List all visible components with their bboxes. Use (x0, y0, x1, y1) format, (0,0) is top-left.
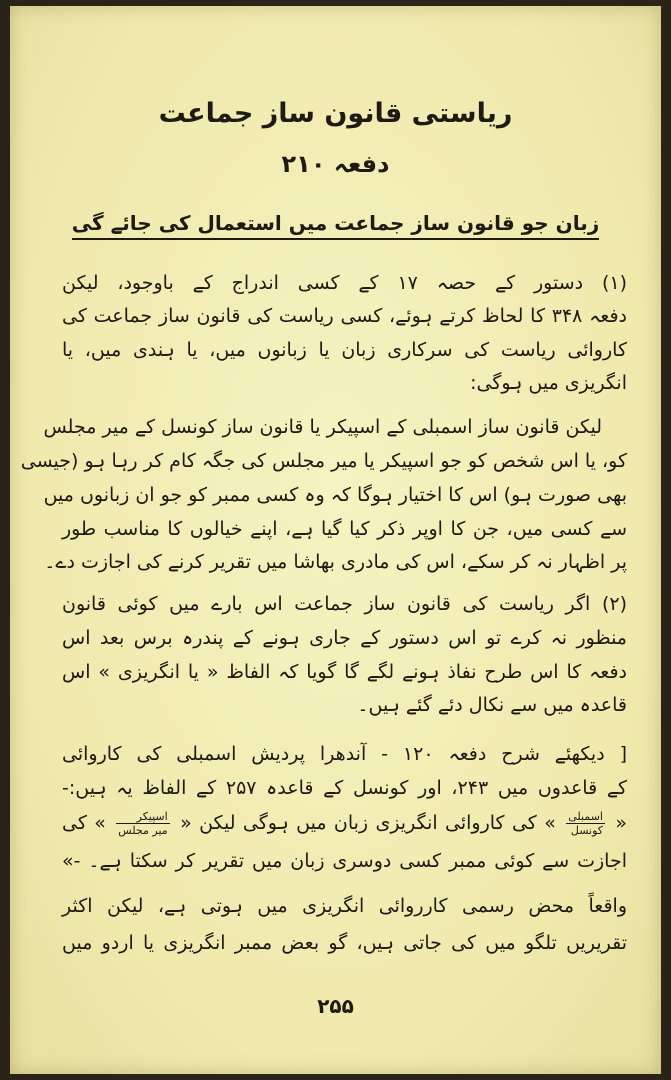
para2-line: بھی صورت ہو) اس کا اختیار ہوگا کہ وہ کسی ممبر کو جو ان زبانوں میں (43, 484, 627, 506)
para3-line: قاعدہ میں سے نکال دئے گئے ہیں۔ (357, 694, 627, 716)
section-subtitle-text: زبان جو قانون ساز جماعت میں استعمال کی جائے گی (72, 211, 599, 240)
fraction-top: اسپیکر (116, 810, 169, 824)
note-open-quote: « (615, 812, 627, 834)
fraction-top: اسمبلی (568, 810, 603, 823)
book-page (10, 6, 661, 1074)
para3-line: (۲) اگر ریاست کی قانون ساز جماعت اس بارے میں کوئی قانون (62, 593, 627, 615)
speaker-chairman-fraction (116, 810, 169, 837)
page-title: ریاستی قانون ساز جماعت (158, 98, 513, 129)
para3-line: دفعہ کا اس طرح نفاذ ہونے لگے گا گویا کہ الفاظ « یا انگریزی » اس (62, 661, 627, 683)
para1-line: دفعہ ۳۴۸ کا لحاظ کرتے ہوئے، کسی ریاست کی قانون ساز جماعت کی (62, 305, 627, 327)
note-quote-end: » کی (62, 812, 106, 834)
note-quote-middle: » کی کاروائی انگریزی زبان میں ہوگی لیکن « (180, 812, 556, 834)
note-line: [ دیکھئے شرح دفعہ ۱۲۰ - آندھرا پردیش اسمبلی کی کاروائی (62, 743, 627, 765)
page-number: ۲۵۵ (317, 994, 354, 1018)
article-number: دفعہ ۲۱۰ (281, 150, 390, 178)
para1-line: (۱) دستور کے حصہ ۱۷ کے کسی اندراج کے باوجود، لیکن (62, 272, 627, 294)
para3-line: منظور نہ کرے تو اس دستور کے جاری ہونے کے پندرہ برس بعد اس (62, 627, 627, 649)
para2-line: کو، یا اس شخص کو جو اسپیکر یا میر مجلس کی جگہ کام کر رہا ہو (جیسی (20, 450, 627, 472)
para2-line: پر اظہار نہ کر سکے، اس کی مادری بھاشا میں تقریر کرنے کی اجازت دے۔ (44, 551, 627, 573)
note-line: تقریریں تلگو میں کی جاتی ہیں، گو بعض ممبر انگریزی یا اردو میں (62, 932, 627, 954)
para2-line: لیکن قانون ساز اسمبلی کے اسپیکر یا قانون ساز کونسل کے میر مجلس (43, 416, 602, 438)
fraction-bottom: میر مجلس (118, 824, 168, 837)
note-quote-line (62, 808, 627, 838)
section-subtitle (10, 211, 661, 240)
note-line: اجازت سے کوئی ممبر کسی دوسری زبان میں تقریر کر سکتا ہے۔ -» (62, 850, 627, 872)
para1-line: انگریزی میں ہوگی: (470, 372, 627, 394)
fraction-bottom: کونسل (570, 824, 603, 837)
para1-line: کاروائی ریاست کی سرکاری زبان یا زبانوں میں، یا ہندی میں، یا (62, 339, 627, 361)
para2-line: سے کسی میں، جن کا اوپر ذکر کیا گیا ہے، اپنے خیالوں کا مناسب طور (62, 518, 627, 540)
assembly-council-fraction (566, 810, 605, 837)
note-line: کے قاعدوں میں ۲۴۳، اور کونسل کے قاعدہ ۲۵۷ کے الفاظ یہ ہیں:- (62, 777, 627, 799)
note-line: واقعاً محض رسمی کارروائی انگریزی میں ہوتی ہے، لیکن اکثر (62, 895, 627, 917)
